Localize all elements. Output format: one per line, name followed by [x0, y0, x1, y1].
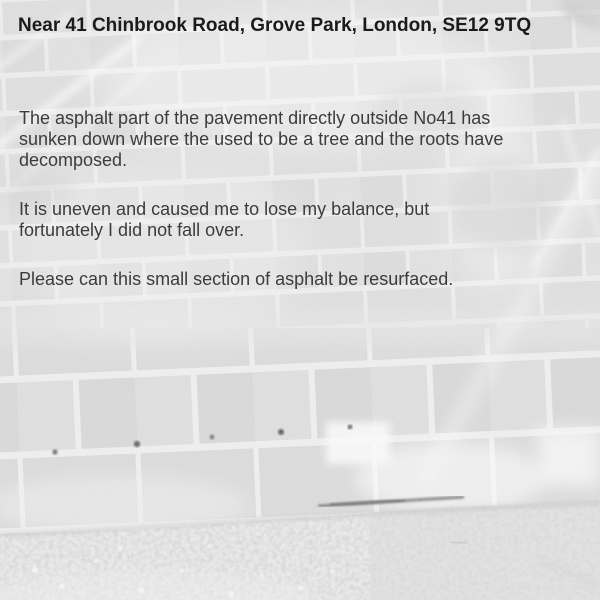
text-line: fortunately I did not fall over. [19, 220, 245, 240]
text-line: sunken down where the used to be a tree and the roots have [19, 129, 504, 149]
report-description [19, 108, 597, 318]
text-line: Please can this small section of asphalt be resurfaced. [19, 269, 454, 289]
text-line: decomposed. [19, 150, 128, 170]
report-paragraph-3 [19, 269, 597, 290]
report-location-title: Near 41 Chinbrook Road, Grove Park, London, SE12 9TQ [18, 15, 532, 36]
report-paragraph-2 [19, 199, 597, 241]
text-line: The asphalt part of the pavement directly outside No41 has [19, 108, 491, 128]
report-paragraph-1 [19, 108, 597, 171]
text-line: It is uneven and caused me to lose my balance, but [19, 199, 430, 219]
